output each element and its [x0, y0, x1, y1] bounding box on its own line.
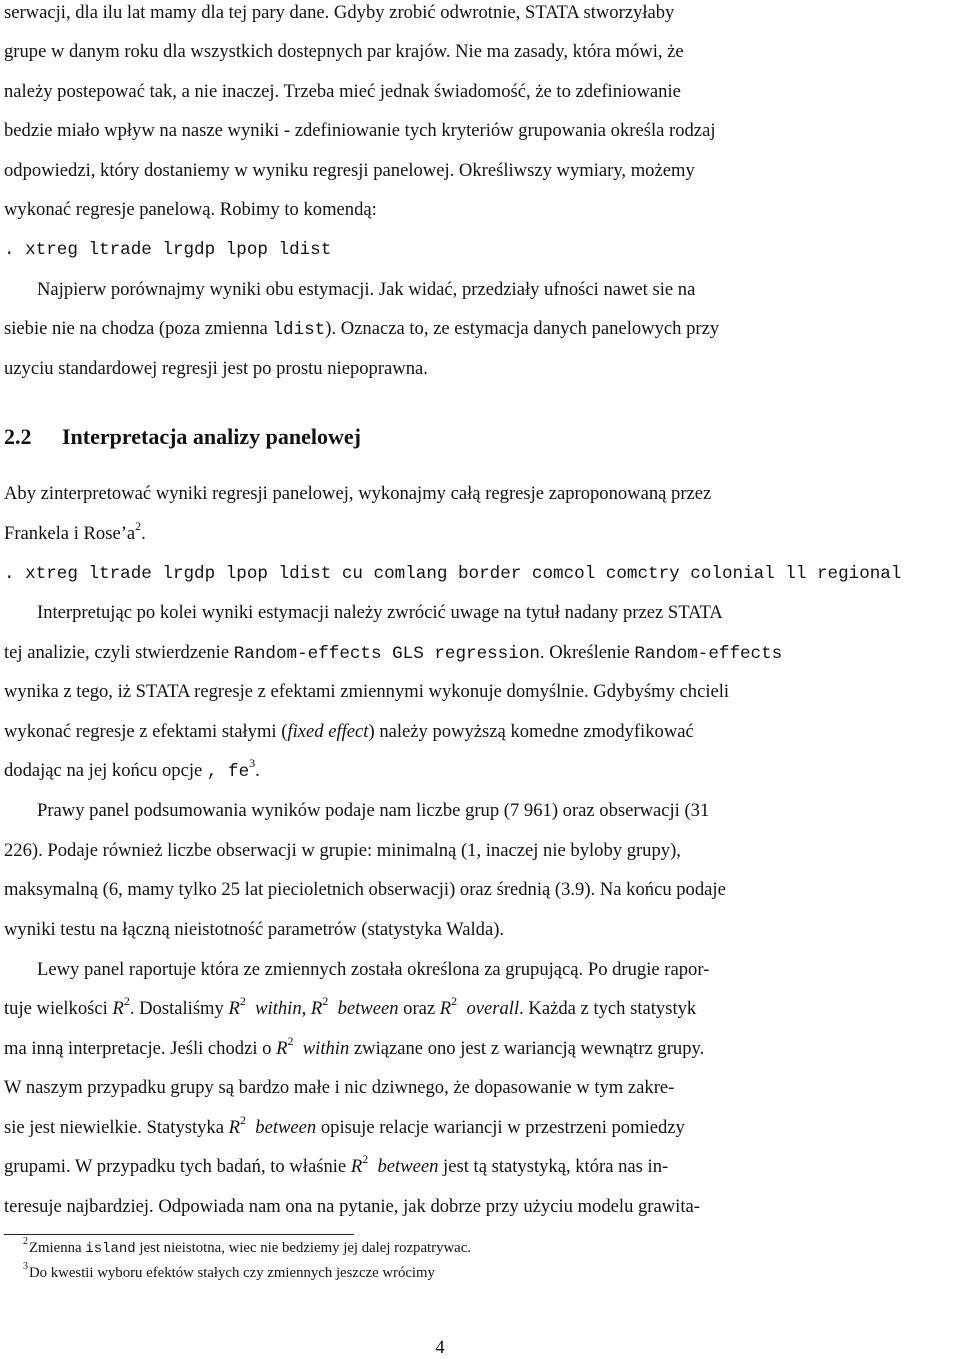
- text: Do kwestii wyboru efektów stałych czy zmiennych jeszcze wrócimy: [29, 1265, 435, 1281]
- paragraph-line: serwacji, dla ilu lat mamy dla tej pary dane. Gdyby zrobić odwrotnie, STATA stworzyłaby: [4, 2, 675, 23]
- text: ) należy powyższą komedne zmodyfikować: [368, 721, 694, 742]
- paragraph-line: należy postepować tak, a nie inaczej. Trzeba mieć jednak świadomość, że to zdefiniowanie: [4, 81, 681, 102]
- exponent: 2: [287, 1033, 294, 1048]
- paragraph-line: [4, 316, 719, 343]
- paragraph-line: grupe w danym roku dla wszystkich dostepnych par krajów. Nie ma zasady, która mówi, że: [4, 41, 684, 62]
- exponent: 2: [123, 993, 130, 1008]
- page-number: 4: [435, 1337, 445, 1358]
- paragraph-line: [4, 755, 260, 785]
- paragraph-line: [4, 518, 146, 547]
- text: ). Oznacza to, ze estymacja danych panelowych przy: [325, 318, 720, 339]
- math-symbol: R: [310, 998, 323, 1019]
- math-symbol: R: [276, 1038, 288, 1059]
- stata-command: . xtreg ltrade lrgdp lpop ldist: [4, 240, 332, 260]
- text: . Określenie: [539, 642, 635, 663]
- paragraph-line: [4, 640, 782, 667]
- paragraph-line: maksymalną (6, mamy tylko 25 lat piecioletnich obserwacji) oraz średnią (3.9). Na końcu podaje: [4, 879, 726, 900]
- footnote-3: [23, 1263, 435, 1283]
- text: .: [141, 523, 146, 544]
- paragraph-line: W naszym przypadku grupy są bardzo małe i nic dziwnego, że dopasowanie w tym zakre-: [4, 1077, 675, 1098]
- paragraph-line: Prawy panel podsumowania wyników podaje nam liczbe grup (7 961) oraz obserwacji (31: [37, 800, 710, 821]
- paragraph-line: uzyciu standardowej regresji jest po prostu niepoprawna.: [4, 358, 428, 379]
- math-word: within: [302, 1038, 350, 1059]
- text: ma inną interpretacje. Jeśli chodzi o: [4, 1038, 277, 1059]
- section-number: 2.2: [4, 424, 32, 449]
- text: .: [255, 760, 260, 781]
- section-heading: [4, 424, 361, 450]
- section-title: Interpretacja analizy panelowej: [62, 424, 361, 449]
- footnote-ref: 2: [135, 518, 142, 533]
- paragraph-line: Najpierw porównajmy wyniki obu estymacji. Jak widać, przedziały ufności nawet sie na: [37, 279, 696, 300]
- exponent: 2: [451, 993, 458, 1008]
- paragraph-line: bedzie miało wpływ na nasze wyniki - zdefiniowanie tych kryteriów grupowania określa rodzaj: [4, 120, 716, 141]
- paragraph-line: Lewy panel raportuje która ze zmiennych została określona za grupującą. Po drugie rapor-: [37, 959, 710, 980]
- text: grupami. W przypadku tych badań, to właśnie: [4, 1156, 351, 1177]
- paragraph-line: wynika z tego, iż STATA regresje z efektami zmiennymi wykonuje domyślnie. Gdybyśmy chcieli: [4, 681, 730, 702]
- text: Frankela i Rose’a: [4, 523, 136, 544]
- emphasis: fixed effect: [287, 721, 369, 742]
- text: tej analizie, czyli stwierdzenie: [4, 642, 234, 663]
- paragraph-line: [4, 1033, 705, 1062]
- inline-code: island: [85, 1241, 136, 1257]
- paragraph-line: Aby zinterpretować wyniki regresji panelowej, wykonajmy całą regresje zaproponowaną przez: [4, 483, 712, 504]
- inline-code: , fe: [206, 762, 250, 782]
- exponent: 2: [322, 993, 329, 1008]
- text: Zmienna: [29, 1240, 86, 1256]
- math-symbol: R: [112, 998, 124, 1019]
- paragraph-line: teresuje najbardziej. Odpowiada nam ona na pytanie, jak dobrze przy użyciu modelu grawita-: [4, 1196, 700, 1217]
- math-symbol: R: [228, 998, 240, 1019]
- paragraph-line: wyniki testu na łączną nieistotność parametrów (statystyka Walda).: [4, 919, 505, 940]
- exponent: 2: [240, 1112, 246, 1127]
- text: jest nieistotna, wiec nie bedziemy jej dalej rozpatrywac.: [135, 1240, 471, 1256]
- paragraph-line: [4, 1112, 685, 1141]
- stata-command: . xtreg ltrade lrgdp lpop ldist cu comlang border comcol comctry colonial ll regional: [4, 564, 902, 584]
- text: opisuje relacje wariancji w przestrzeni pomiedzy: [316, 1117, 685, 1138]
- inline-code: ldist: [272, 320, 326, 340]
- paragraph-line: 226). Podaje również liczbe obserwacji w grupie: minimalną (1, inaczej nie byloby grupy),: [4, 840, 681, 861]
- paragraph-line: [4, 719, 694, 745]
- paragraph-line: odpowiedzi, który dostaniemy w wyniku regresji panelowej. Określiwszy wymiary, możemy: [4, 160, 695, 181]
- paragraph-line: Interpretując po kolei wyniki estymacji należy zwrócić uwage na tytuł nadany przez STATA: [37, 602, 723, 623]
- text: oraz: [398, 998, 440, 1019]
- exponent: 2: [239, 993, 246, 1008]
- text: dodając na jej końcu opcje: [4, 760, 207, 781]
- exponent: 2: [362, 1151, 369, 1166]
- inline-code: Random-effects GLS regression: [233, 644, 540, 664]
- math-word: between: [337, 998, 399, 1019]
- text: ,: [301, 998, 311, 1019]
- footnote-mark: 2: [23, 1236, 28, 1248]
- footnote-rule: [4, 1234, 354, 1235]
- math-word: between: [377, 1156, 439, 1177]
- paragraph-line: [4, 1151, 669, 1180]
- footnote-ref: 3: [249, 755, 256, 770]
- text: . Każda z tych statystyk: [519, 998, 697, 1019]
- text: tuje wielkości: [4, 998, 113, 1019]
- text: sie jest niewielkie. Statystyka: [4, 1117, 229, 1138]
- footnote-mark: 3: [23, 1261, 28, 1273]
- math-word: overall: [466, 998, 520, 1019]
- math-symbol: R: [350, 1156, 363, 1177]
- paragraph-line: [4, 993, 697, 1022]
- text: związane ono jest z wariancją wewnątrz grupy.: [349, 1038, 705, 1059]
- text: siebie nie na chodza (poza zmienna: [4, 318, 273, 339]
- math-symbol: R: [228, 1117, 240, 1138]
- footnote-2: [23, 1238, 471, 1259]
- text: . Dostaliśmy: [129, 998, 229, 1019]
- math-word: within: [255, 998, 302, 1019]
- math-symbol: R: [439, 998, 452, 1019]
- text: jest tą statystyką, która nas in-: [438, 1156, 669, 1177]
- paragraph-line: wykonać regresje panelową. Robimy to komendą:: [4, 199, 377, 220]
- inline-code: Random-effects: [634, 644, 783, 664]
- text: wykonać regresje z efektami stałymi (: [4, 721, 288, 742]
- math-word: between: [255, 1117, 317, 1138]
